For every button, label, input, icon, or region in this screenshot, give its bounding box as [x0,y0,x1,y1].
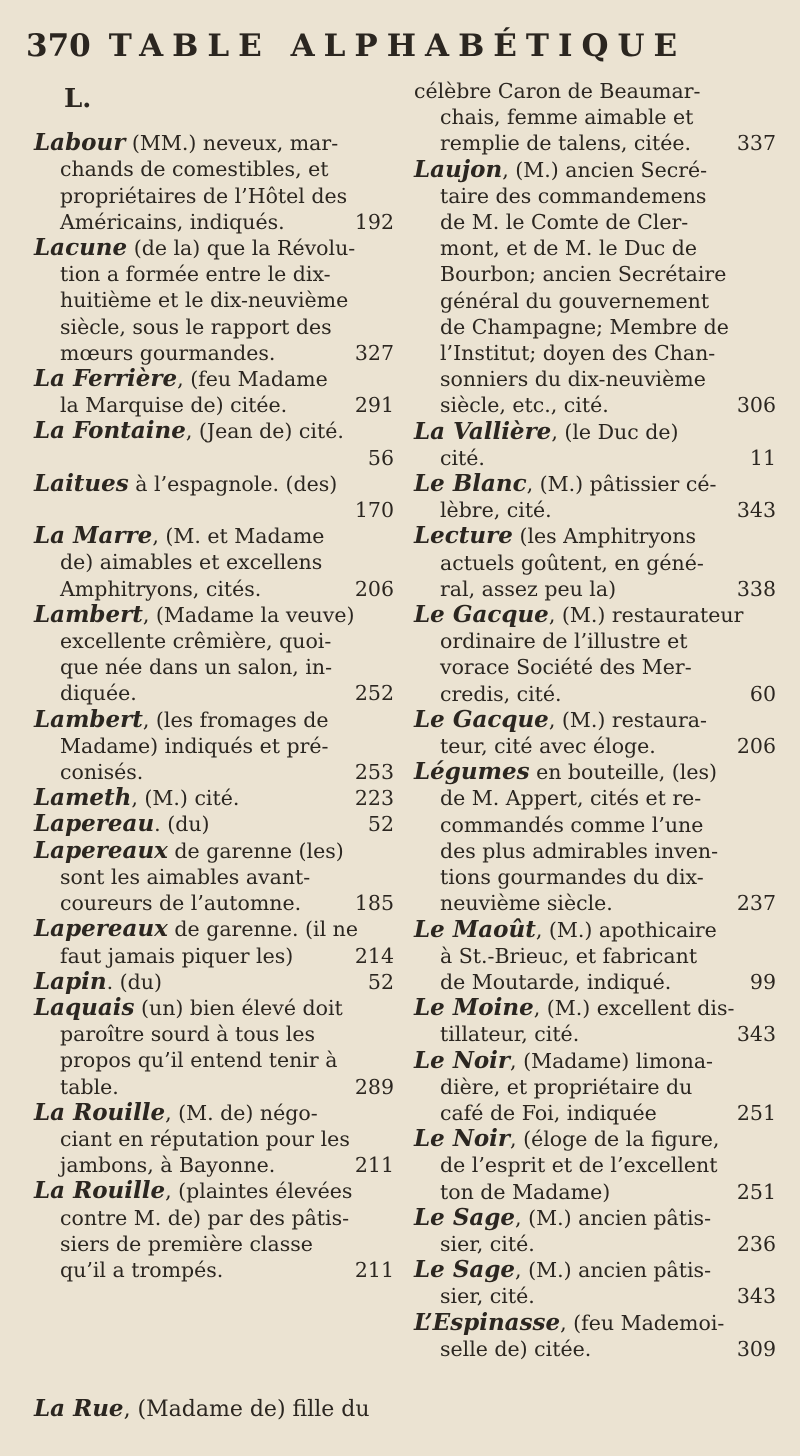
index-entry [414,602,776,707]
entry-head: Le Sage [414,1256,516,1284]
entry-line [34,314,394,340]
entry-text: (les Amphitryons [519,524,696,549]
entry-text: , (les fromages de [142,707,329,732]
entry-text: , (M.) pâtissier cé- [526,472,717,497]
page-reference: 309 [736,1336,776,1361]
entry-head: Lapereaux [34,915,168,943]
entry-line [34,1074,394,1100]
entry-head: Laitues [34,469,129,497]
continued-entry [34,1395,370,1422]
entry-line [34,418,394,444]
entry-line [34,340,394,366]
entry-line [34,261,394,287]
index-entry [34,418,394,470]
entry-text: . (du) [106,969,162,994]
entry-line [34,392,394,418]
index-entry [34,602,394,707]
entry-text: de) aimables et excellens [60,550,323,575]
index-entry [34,838,394,917]
entry-line [34,864,394,890]
entry-text: propos qu’il entend tenir à [60,1048,338,1073]
entry-text: (un) bien élevé doit [141,995,343,1020]
entry-line [34,1152,394,1178]
entry-line [34,602,394,628]
entry-text: . (du) [154,812,210,837]
entry-line [414,1152,776,1178]
entry-text: actuels goûtent, en géné- [440,550,704,575]
entry-text: , (M.) ancien Secré- [502,157,708,182]
entry-head: Le Gacque [414,705,549,733]
entry-line [414,576,776,602]
page-reference: 170 [354,498,394,523]
index-entry [34,916,394,968]
page-reference: 214 [354,943,394,968]
index-entry [414,1048,776,1127]
index-entry [34,523,394,602]
entry-text: ordinaire de l’illustre et [440,629,688,654]
entry-text: propriétaires de l’Hôtel des [60,183,348,208]
page-reference: 185 [354,891,394,916]
entry-line [34,366,394,392]
entry-text: en bouteille, (les) [536,760,717,785]
entry-text: ral, assez peu la) [440,576,617,601]
entry-head: Le Noir [414,1046,511,1074]
entry-text: de M. le Comte de Cler- [440,210,689,235]
entry-line [414,759,776,785]
entry-line [34,1205,394,1231]
page-reference: 211 [354,1257,394,1282]
entry-text: de Moutarde, indiqué. [440,969,672,994]
entry-line [414,1336,776,1362]
entry-line [34,523,394,549]
index-entry [34,366,394,418]
entry-line [34,1257,394,1283]
entry-line [414,917,776,943]
entry-line [34,287,394,313]
entry-text: général du gouvernement [440,288,710,313]
entry-line [414,812,776,838]
index-entry [34,995,394,1100]
index-entry [414,78,776,157]
entry-text: , (M. et Madame [152,524,325,549]
entry-text: sier, cité. [440,1231,535,1256]
entry-text: , (M.) ancien pâtis- [515,1258,711,1283]
page-reference: 52 [367,812,394,837]
entry-head: Lameth [34,784,132,812]
entry-line [34,549,394,575]
page-reference: 252 [354,681,394,706]
entry-head: Lacune [34,234,128,262]
entry-text: selle de) citée. [440,1336,592,1361]
entry-head: Lambert [34,705,143,733]
entry-line [414,1205,776,1231]
entry-text: , (M.) restaura- [548,707,707,732]
index-entry [34,1100,394,1179]
index-entry [34,785,394,811]
entry-line [34,628,394,654]
page-title: TABLE ALPHABÉTIQUE [108,28,687,64]
page-reference: 211 [354,1153,394,1178]
entry-head: Le Blanc [414,470,527,498]
entry-text: tions gourmandes du dix- [440,865,704,890]
page-reference: 206 [354,576,394,601]
entry-line [414,681,776,707]
entry-text: à l’espagnole. (des) [135,471,338,496]
index-entry [34,1178,394,1283]
index-entry [414,1310,776,1362]
entry-text: l’Institut; doyen des Chan- [440,341,716,366]
entry-line [414,366,776,392]
entry-line [34,497,394,523]
entry-text: de Champagne; Membre de [440,314,729,339]
entry-line [414,1283,776,1309]
index-entry [414,523,776,602]
entry-text: , (M.) restaurateur [548,603,744,628]
entry-text: conisés. [60,760,144,785]
entry-line [414,1021,776,1047]
entry-line [414,602,776,628]
entry-line [414,340,776,366]
entry-line [34,445,394,471]
entry-text: huitième et le dix-neuvième [60,288,349,313]
entry-line [414,1257,776,1283]
entry-head: Lapereaux [34,836,168,864]
entry-text: de garenne. (il ne [174,917,359,942]
entry-line [34,995,394,1021]
page-reference: 251 [736,1179,776,1204]
entry-text: dière, et propriétaire du [440,1074,693,1099]
entry-text: table. [60,1074,119,1099]
entry-text: siers de première classe [60,1231,313,1256]
entry-text: (de la) que la Révolu- [133,236,356,261]
entry-text: coureurs de l’automne. [60,891,302,916]
entry-text: sier, cité. [440,1284,535,1309]
entry-line [34,759,394,785]
entry-text: , (plaintes élevées [165,1179,353,1204]
page-reference: 236 [736,1231,776,1256]
entry-text: à St.-Brieuc, et fabricant [440,943,698,968]
entry-line [414,733,776,759]
entry-head: Légumes [414,758,530,786]
entry-line [34,1178,394,1204]
page-reference: 306 [736,393,776,418]
entry-text: neuvième siècle. [440,891,613,916]
page-reference: 343 [736,498,776,523]
entry-text: contre M. de) par des pâtis- [60,1205,350,1230]
entry-text: , (éloge de la figure, [510,1127,720,1152]
index-entry [34,471,394,523]
entry-text: jambons, à Bayonne. [60,1153,276,1178]
entry-line [34,811,394,837]
entry-text: de l’esprit et de l’excellent [440,1153,718,1178]
entry-line [414,157,776,183]
entry-head: Laujon [414,155,503,183]
page-reference: 60 [749,681,776,706]
index-entry [414,471,776,523]
entry-text: tion a formée entre le dix- [60,262,331,287]
index-entry [414,419,776,471]
entry-line [34,235,394,261]
entry-line [34,733,394,759]
entry-line [414,1074,776,1100]
entry-text: diquée. [60,681,137,706]
entry-line [414,183,776,209]
index-entry [34,969,394,995]
page-reference: 56 [367,445,394,470]
entry-head: La Marre [34,522,153,550]
entry-line [414,969,776,995]
index-entry [414,157,776,419]
entry-text: , (le Duc de) [551,419,679,444]
page-reference: 253 [354,760,394,785]
page-reference: 343 [736,1022,776,1047]
entry-text: commandés comme l’une [440,812,704,837]
entry-text: faut jamais piquer les) [60,943,294,968]
index-entry [414,995,776,1047]
entry-text: Amphitryons, cités. [60,576,262,601]
entry-text: sont les aimables avant- [60,864,311,889]
entry-head: L’Espinasse [414,1308,561,1336]
entry-text: café de Foi, indiquée [440,1100,657,1125]
page-reference: 52 [367,969,394,994]
entry-head: La Rouille [34,1098,166,1126]
entry-line [414,864,776,890]
entry-line [34,969,394,995]
entry-line [34,209,394,235]
page-reference: 251 [736,1100,776,1125]
entry-head: Lapereau [34,810,155,838]
entry-text: (MM.) neveux, mar- [131,131,339,156]
right-column [414,78,776,1362]
entry-text: siècle, etc., cité. [440,393,609,418]
entry-text: des plus admirables inven- [440,838,719,863]
entry-text: , (M.) cité. [131,786,240,811]
entry-line [34,943,394,969]
entry-line [34,183,394,209]
entry-line [414,838,776,864]
entry-head: La Fontaine [34,417,186,445]
entry-head: La Vallière [414,417,552,445]
entry-line [34,130,394,156]
entry-line [414,995,776,1021]
entry-text: , (feu Mademoi- [560,1310,725,1335]
entry-line [414,1100,776,1126]
index-entry [414,917,776,996]
entry-line [414,130,776,156]
page-reference: 99 [749,969,776,994]
index-entry [34,811,394,837]
entry-line [34,1231,394,1257]
entry-text: chands de comestibles, et [60,157,329,182]
entry-text: que née dans un salon, in- [60,655,333,680]
entry-text: , (Jean de) cité. [185,419,344,444]
entry-text: teur, cité avec éloge. [440,734,656,759]
entry-line [414,288,776,314]
entry-line [414,209,776,235]
page-reference: 206 [736,734,776,759]
index-entry [414,1205,776,1257]
entry-line [414,445,776,471]
page-reference: 223 [354,786,394,811]
entry-head: La Ferrière [34,365,178,393]
entry-text: qu’il a trompés. [60,1257,224,1282]
entry-line [414,1231,776,1257]
entry-line [34,1126,394,1152]
entry-line [34,916,394,942]
entry-text: mont, et de M. le Duc de [440,236,698,261]
entry-text: , (Madame) limona- [510,1048,713,1073]
page-reference: 289 [354,1074,394,1099]
entry-line [34,576,394,602]
page-reference: 337 [736,131,776,156]
entry-line [414,1179,776,1205]
entry-text: tillateur, cité. [440,1022,580,1047]
entry-text: célèbre Caron de Beaumar- [414,79,701,103]
entry-text: de M. Appert, cités et re- [440,786,702,811]
page-reference: 291 [354,393,394,418]
entry-head: La Rue [34,1395,124,1422]
entry-text: siècle, sous le rapport des [60,314,332,339]
entry-head: Lambert [34,600,143,628]
entry-head: Le Gacque [414,601,549,629]
entry-head: Lapin [34,967,107,995]
entry-line [34,838,394,864]
entry-text: Madame) indiqués et pré- [60,733,329,758]
entry-line [414,943,776,969]
entry-text: Américains, indiqués. [60,209,285,234]
entry-text: vorace Société des Mer- [440,655,692,680]
entry-line [414,550,776,576]
entry-text: , (M. de) négo- [165,1100,318,1125]
entry-text: , (feu Madame [177,367,328,392]
entry-text: de garenne (les) [174,838,344,863]
entry-text: cité. [440,445,485,470]
index-entry [414,1257,776,1309]
entry-line [414,104,776,130]
entry-head: Le Moine [414,994,534,1022]
entry-line [414,471,776,497]
entry-line [414,419,776,445]
entry-line [34,707,394,733]
entry-line [414,314,776,340]
entry-text: , (Madame la veuve) [142,602,355,627]
entry-text: , (M.) excellent dis- [533,996,735,1021]
entry-text: ciant en réputation pour les [60,1126,350,1151]
page-number: 370 [26,28,91,64]
page-reference: 338 [736,576,776,601]
entry-line [414,785,776,811]
entry-text: credis, cité. [440,681,562,706]
page-reference: 343 [736,1284,776,1309]
entry-line [34,1100,394,1126]
entry-text: Bourbon; ancien Secrétaire [440,262,727,287]
entry-line [414,235,776,261]
entry-text: remplie de talens, citée. [440,131,691,156]
entry-line [414,497,776,523]
entry-text: excellente crêmière, quoi- [60,629,332,654]
page-reference: 11 [749,445,776,470]
entry-line [414,1048,776,1074]
entry-line [34,785,394,811]
entry-text: chais, femme aimable et [440,105,694,130]
entry-text: lèbre, cité. [440,498,552,523]
entry-text: mœurs gourmandes. [60,340,276,365]
page-reference: 327 [354,340,394,365]
entry-text: , (M.) apothicaire [535,917,717,942]
entry-line [414,523,776,549]
entry-text: taire des commandemens [440,183,707,208]
entry-line [414,261,776,287]
entry-text: , (Madame de) fille du [123,1397,370,1422]
page-reference: 237 [736,891,776,916]
entry-line [414,890,776,916]
index-entry [414,707,776,759]
entry-head: Le Sage [414,1203,516,1231]
section-letter: L. [64,84,92,114]
entry-line [34,1047,394,1073]
left-column [34,78,394,1283]
entry-line [34,1021,394,1047]
page-reference: 192 [354,209,394,234]
index-entry [34,130,394,235]
entry-text: sonniers du dix-neuvième [440,367,706,392]
entry-head: Le Maoût [414,915,536,943]
entry-line [34,680,394,706]
index-entry [414,1126,776,1205]
entry-line [34,471,394,497]
index-entry [414,759,776,916]
entry-text: , (M.) ancien pâtis- [515,1205,711,1230]
entry-head: Labour [34,129,126,157]
entry-line [34,890,394,916]
entry-line [34,654,394,680]
entry-text: la Marquise de) citée. [60,393,288,418]
index-entry [34,707,394,786]
entry-line [414,628,776,654]
entry-line [34,156,394,182]
entry-head: Le Noir [414,1125,511,1153]
entry-line [414,78,776,104]
entry-head: La Rouille [34,1177,166,1205]
entry-head: Laquais [34,993,135,1021]
entry-line [414,1126,776,1152]
entry-line [414,392,776,418]
entry-line [414,654,776,680]
index-entry [34,235,394,366]
entry-text: paroître sourd à tous les [60,1022,315,1047]
entry-text: ton de Madame) [440,1179,611,1204]
entry-head: Lecture [414,522,513,550]
entry-line [414,1310,776,1336]
entry-line [414,707,776,733]
page-header [26,28,686,64]
